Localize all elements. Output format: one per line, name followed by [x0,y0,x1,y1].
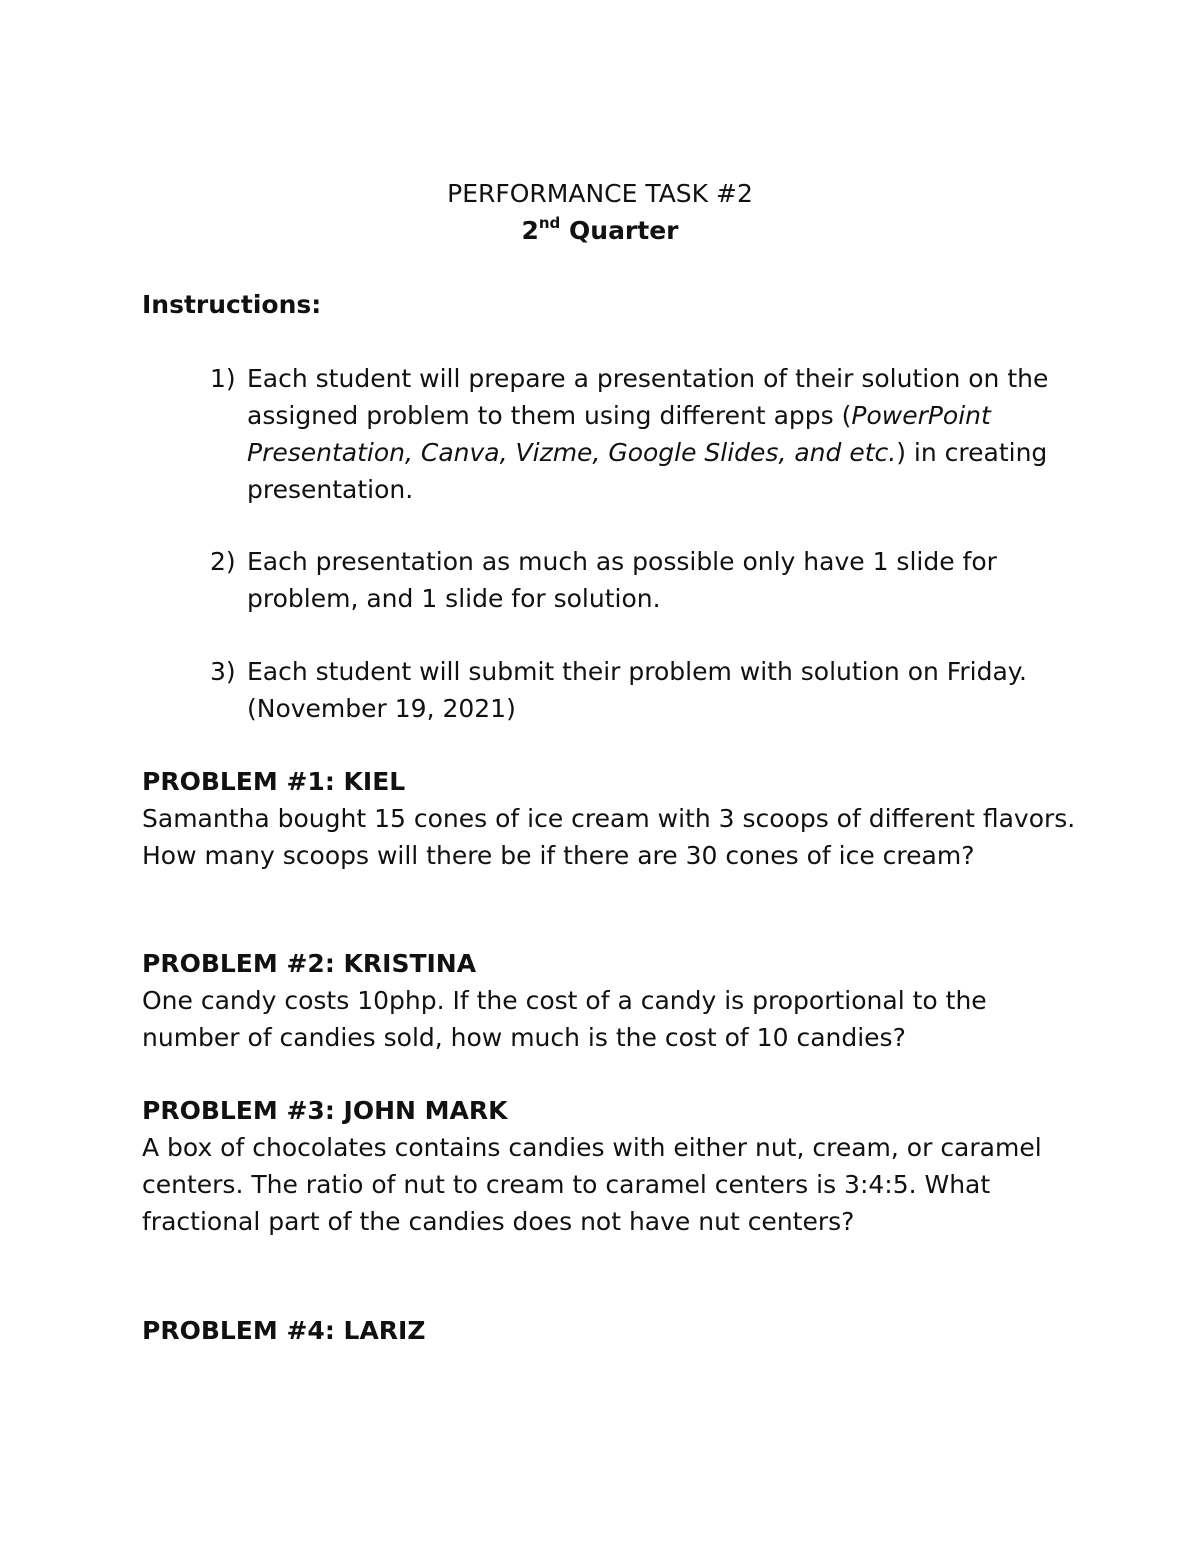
instruction-number: 1) [210,364,236,393]
instruction-item-2 [210,543,1080,617]
instruction-number: 3) [210,657,236,686]
quarter-suffix: nd [538,214,561,232]
instruction-number: 2) [210,547,236,576]
instruction-item-1 [210,360,1080,508]
quarter-subtitle [0,212,1200,249]
problem-2 [142,945,1082,1056]
instruction-text: Each student will submit their problem with solution on Friday. (November 19, 2021) [247,657,1027,723]
instruction-text-end: ) in creating presentation. [247,438,1048,504]
problem-heading: PROBLEM #2: KRISTINA [142,949,477,978]
page-title: PERFORMANCE TASK #2 [447,179,753,208]
instructions-heading: Instructions: [142,290,322,319]
quarter-number: 2 [521,216,539,245]
instruction-app-list: PowerPoint Presentation, Canva, Vizme, Google Slides, and etc. [247,401,991,467]
problem-heading: PROBLEM #1: KIEL [142,767,406,796]
instruction-item-3 [210,653,1080,727]
problem-text: Samantha bought 15 cones of ice cream with 3 scoops of different flavors. How many scoops will there be if there are 30 cones of ice cream? [142,804,1076,870]
quarter-word: Quarter [569,216,679,245]
instruction-text: Each student will prepare a presentation of their solution on the assigned problem to them using different apps ( [247,364,1049,430]
instruction-text: Each presentation as much as possible only have 1 slide for problem, and 1 slide for solution. [247,547,997,613]
problem-3 [142,1092,1082,1240]
problem-4 [142,1312,1082,1349]
problem-heading: PROBLEM #3: JOHN MARK [142,1096,508,1125]
problem-heading: PROBLEM #4: LARIZ [142,1316,426,1345]
problem-text: A box of chocolates contains candies with either nut, cream, or caramel centers. The ratio of nut to cream to caramel centers is 3:4:5. What fractional part of the candies does not have nut centers? [142,1133,1042,1236]
problem-text: One candy costs 10php. If the cost of a candy is proportional to the number of candies sold, how much is the cost of 10 candies? [142,986,987,1052]
problem-1 [142,763,1082,874]
